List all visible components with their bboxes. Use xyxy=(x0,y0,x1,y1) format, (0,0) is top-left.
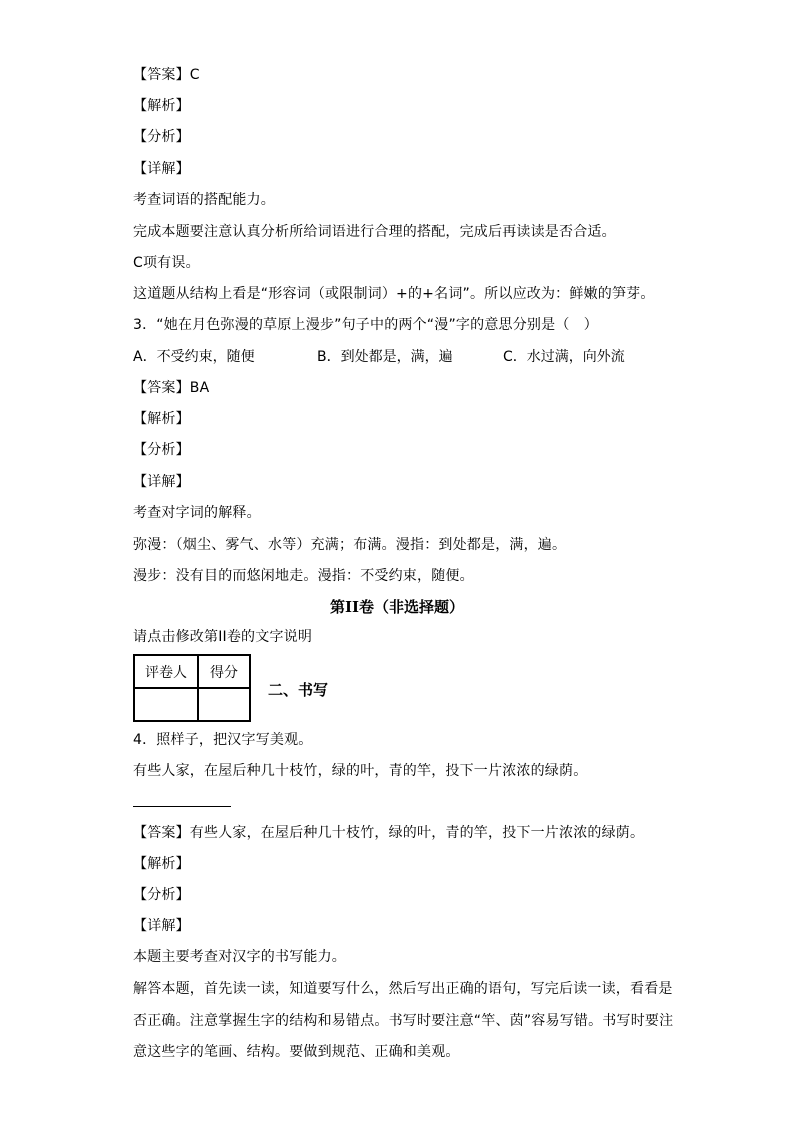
paragraph: 本题主要考查对汉字的书写能力。 xyxy=(133,949,346,965)
paragraph: 完成本题要注意认真分析所给词语进行合理的搭配，完成后再读读是否合适。 xyxy=(133,224,616,240)
volume-heading: 第II卷（非选择题） xyxy=(329,598,465,616)
answer-label: 【答案】BA xyxy=(133,380,210,396)
analysis-label: 【解析】 xyxy=(133,856,190,872)
section-title: 二、书写 xyxy=(268,681,329,699)
option-c: C．水过满，向外流 xyxy=(503,349,625,365)
option-a: A．不受约束，随便 xyxy=(133,349,255,365)
paragraph: 漫步：没有目的而悠闲地走。漫指：不受约束，随便。 xyxy=(133,568,474,584)
grader-header: 评卷人 xyxy=(134,655,198,688)
answer-label: 【答案】C xyxy=(133,67,200,83)
paragraph: 这道题从结构上看是“形容词（或限制词）+的+名词”。所以应改为：鲜嫩的笋芽。 xyxy=(133,286,655,302)
paragraph-line: 意这些字的笔画、结构。要做到规范、正确和美观。 xyxy=(133,1044,460,1060)
fenxi-label: 【分析】 xyxy=(133,442,190,458)
fenxi-label: 【分析】 xyxy=(133,129,190,145)
paragraph: 考查词语的搭配能力。 xyxy=(133,192,275,208)
analysis-label: 【解析】 xyxy=(133,411,190,427)
paragraph: 考查对字词的解释。 xyxy=(133,505,261,521)
grader-cell xyxy=(134,688,198,721)
paragraph: C项有误。 xyxy=(133,255,200,271)
question-3: 3．“她在月色弥漫的草原上漫步”句子中的两个“漫”字的意思分别是（ ） xyxy=(133,317,598,333)
volume-note: 请点击修改第II卷的文字说明 xyxy=(133,629,313,645)
paragraph-line: 否正确。注意掌握生字的结构和易错点。书写时要注意“竿、茵”容易写错。书写时要注 xyxy=(133,1013,674,1029)
analysis-label: 【解析】 xyxy=(133,98,190,114)
paragraph-line: 解答本题，首先读一读，知道要写什么，然后写出正确的语句，写完后读一读，看看是 xyxy=(133,981,673,997)
detail-label: 【详解】 xyxy=(133,161,190,177)
answer-label: 【答案】有些人家，在屋后种几十枝竹，绿的叶，青的竿，投下一片浓浓的绿荫。 xyxy=(133,825,645,841)
detail-label: 【详解】 xyxy=(133,474,190,490)
score-cell xyxy=(198,688,250,721)
score-header: 得分 xyxy=(198,655,250,688)
option-b: B．到处都是，满，遍 xyxy=(317,349,453,365)
fenxi-label: 【分析】 xyxy=(133,887,190,903)
paragraph: 弥漫：（烟尘、雾气、水等）充满；布满。漫指：到处都是，满，遍。 xyxy=(133,537,567,553)
detail-label: 【详解】 xyxy=(133,918,190,934)
answer-blank-line xyxy=(133,806,231,807)
question-4: 4．照样子，把汉字写美观。 xyxy=(133,732,313,748)
score-table xyxy=(133,654,251,722)
sample-sentence: 有些人家，在屋后种几十枝竹，绿的叶，青的竿，投下一片浓浓的绿荫。 xyxy=(133,763,588,779)
